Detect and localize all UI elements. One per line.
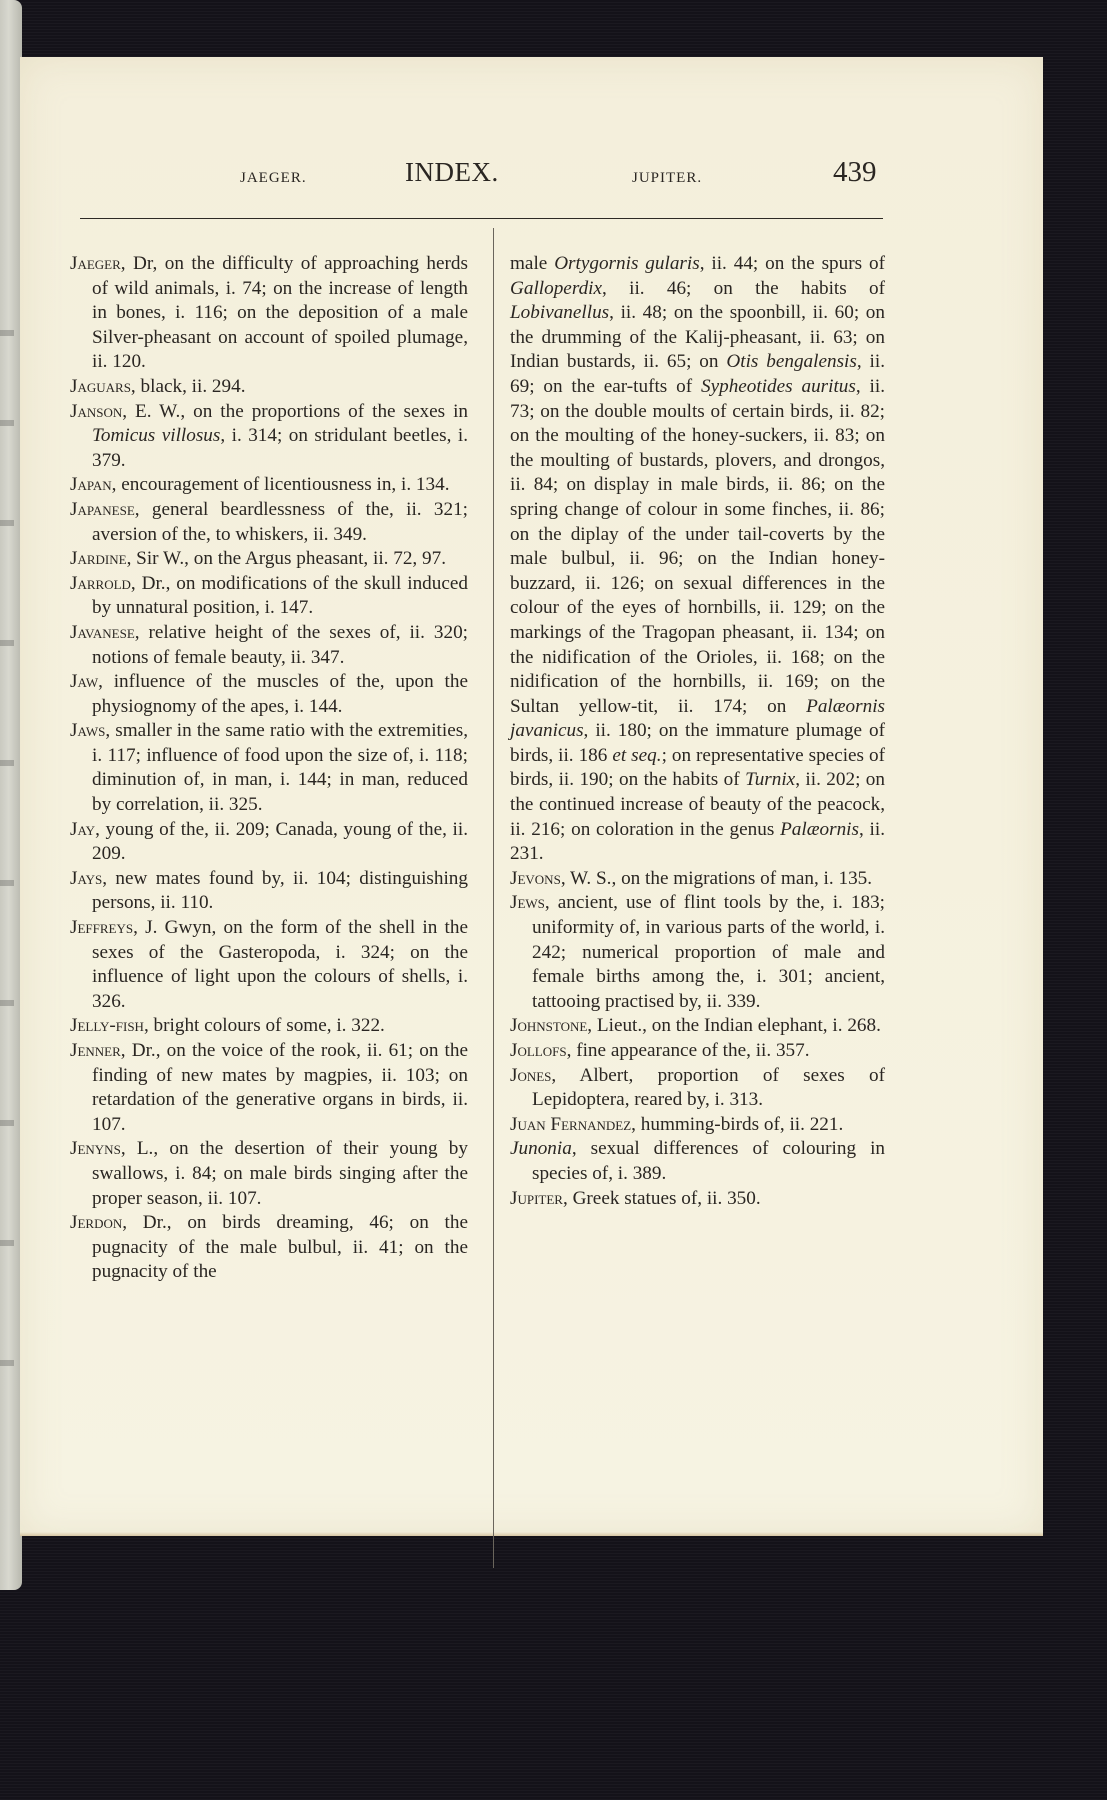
entry-text: , ii. 46; on the habits of xyxy=(602,277,885,299)
entry-headword: Jaguars xyxy=(70,375,131,397)
header-rule xyxy=(80,218,883,219)
entry-headword: Jay xyxy=(70,818,96,840)
entry-headword: Jerdon xyxy=(70,1212,123,1234)
entry-headword: Junonia xyxy=(510,1138,572,1160)
entry-headword: Jollofs xyxy=(510,1040,567,1061)
index-entry xyxy=(70,473,468,498)
running-head-last-entry: JUPITER. xyxy=(632,170,703,186)
entry-text: , general beardlessness of the, ii. 321; aversion of the, to whiskers, ii. 349. xyxy=(92,498,468,545)
entry-text: , Lieut., on the Indian elephant, i. 268. xyxy=(587,1015,881,1037)
entry-headword: Jarrold xyxy=(70,572,131,594)
index-entry xyxy=(70,252,468,375)
entry-italic-text: Tomicus villosus xyxy=(92,425,221,447)
running-head xyxy=(0,155,1107,205)
page-number: 439 xyxy=(833,156,877,188)
entry-headword: Jaeger xyxy=(70,253,121,274)
index-entry xyxy=(510,1187,885,1212)
entry-headword: Japan xyxy=(70,474,112,496)
index-entry xyxy=(70,621,468,670)
bleed-mark xyxy=(0,420,14,426)
index-entry xyxy=(70,719,468,817)
entry-text: , Dr, on the difficulty of approaching herds of wild animals, i. 74; on the increase of length in bones, i. 116; on the deposition of a male Silver-pheasant on account of spoiled plumage, ii. 120. xyxy=(92,253,468,373)
entry-headword: Jaw xyxy=(70,671,99,693)
entry-headword: Jays xyxy=(70,867,103,889)
running-head-title: INDEX. xyxy=(405,157,499,187)
entry-text: , ii. 231. xyxy=(510,818,885,865)
index-entry xyxy=(70,818,468,867)
entry-headword: Japanese xyxy=(70,498,135,520)
bleed-mark xyxy=(0,760,14,766)
index-entry xyxy=(510,1064,885,1113)
entry-text: , i. 314; on stridulant beetles, i. 379. xyxy=(92,425,468,471)
entry-text: male xyxy=(510,253,555,274)
entry-italic-text: Otis bengalensis xyxy=(726,351,857,373)
entry-text: , Sir W., on the Argus pheasant, ii. 72, 97. xyxy=(126,548,447,570)
index-entry xyxy=(70,1137,468,1211)
entry-headword: Jelly-fish xyxy=(70,1015,144,1037)
entry-italic-text: Turnix xyxy=(745,769,796,791)
index-entry xyxy=(70,867,468,916)
entry-headword: Jenyns xyxy=(70,1138,121,1160)
entry-italic-text: Sypheotides auritus xyxy=(700,375,856,397)
entry-text: , sexual differences of colouring in species of, i. 389. xyxy=(532,1138,885,1184)
bleed-mark xyxy=(0,880,14,886)
entry-headword: Johnstone xyxy=(510,1015,588,1037)
entry-headword: Javanese xyxy=(70,621,135,643)
index-entry xyxy=(510,891,885,1014)
bleed-mark xyxy=(0,1120,14,1126)
index-entry xyxy=(70,572,468,621)
entry-text: , ii. 48; on the spoonbill, ii. 60; on the drumming of the Kalij-pheasant, ii. 63; on Indian bustards, ii. 65; on xyxy=(510,302,885,373)
entry-italic-text: Palæornis javanicus xyxy=(510,695,885,742)
index-entry xyxy=(70,498,468,547)
index-entry xyxy=(70,547,468,572)
entry-text: , Dr., on the voice of the rook, ii. 61; on the finding of new mates by magpies, ii. 103; on retardation of the generative organs in birds, ii. 107. xyxy=(92,1040,468,1135)
index-entry xyxy=(70,400,468,474)
bleed-mark xyxy=(0,1240,14,1246)
entry-text: , ancient, use of flint tools by the, i. 183; uniformity of, in various parts of the world, i. 242; numerical proportion of male and female births among the, i. 301; ancient, tattooing practised by, ii. 339. xyxy=(532,892,885,1012)
entry-headword: Jenner xyxy=(70,1040,121,1061)
entry-text: , ii. 180; on the immature plumage of birds, ii. 186 xyxy=(510,720,885,766)
entry-headword: Jupiter xyxy=(510,1187,563,1209)
entry-text: , encouragement of licentiousness in, i. 134. xyxy=(111,474,450,496)
index-entry xyxy=(70,1211,468,1285)
index-entry xyxy=(510,1014,885,1039)
bleed-mark xyxy=(0,1360,14,1366)
bleed-mark xyxy=(0,520,14,526)
index-entry xyxy=(70,1014,468,1039)
previous-page-edge xyxy=(0,0,22,1590)
entry-text: , ii. 44; on the spurs of xyxy=(699,253,885,274)
index-entry xyxy=(510,867,885,892)
entry-text: , fine appearance of the, ii. 357. xyxy=(566,1040,810,1061)
entry-text: , young of the, ii. 209; Canada, young of the, ii. 209. xyxy=(92,818,468,865)
entry-text: , bright colours of some, i. 322. xyxy=(143,1015,385,1037)
entry-headword: Janson xyxy=(70,400,123,422)
entry-text: , J. Gwyn, on the form of the shell in the sexes of the Gasteropoda, i. 324; on the influence of light upon the colours of shells, i. 326. xyxy=(92,917,468,1012)
index-entry xyxy=(510,1113,885,1138)
entry-text: , W. S., on the migrations of man, i. 135. xyxy=(560,867,873,889)
entry-italic-text: Ortygornis gularis xyxy=(554,253,700,274)
bleed-mark xyxy=(0,1000,14,1006)
entry-text: , relative height of the sexes of, ii. 320; notions of female beauty, ii. 347. xyxy=(92,621,468,668)
entry-headword: Jews xyxy=(510,892,545,914)
column-divider xyxy=(493,228,494,1568)
index-entry xyxy=(70,1039,468,1137)
entry-italic-text: Galloperdix xyxy=(510,277,603,299)
entry-headword: Jones xyxy=(510,1064,552,1086)
entry-text: , L., on the desertion of their young by swallows, i. 84; on male birds singing after the proper season, ii. 107. xyxy=(92,1138,468,1209)
index-entry xyxy=(70,916,468,1014)
entry-headword: Jevons xyxy=(510,867,561,889)
entry-headword: Jardine xyxy=(70,548,127,570)
entry-text: , ii. 69; on the ear-tufts of xyxy=(510,351,886,397)
index-entry xyxy=(510,1137,885,1186)
entry-text: , new mates found by, ii. 104; distinguishing persons, ii. 110. xyxy=(92,867,468,914)
entry-headword: Jaws xyxy=(70,720,106,742)
entry-text: , Dr., on birds dreaming, 46; on the pugnacity of the male bulbul, ii. 41; on the pugnacity of the xyxy=(92,1212,468,1283)
entry-text: , Dr., on modifications of the skull induced by unnatural position, i. 147. xyxy=(92,572,468,619)
entry-italic-text: Lobivanellus xyxy=(510,302,610,324)
entry-text: , smaller in the same ratio with the extremities, i. 117; influence of food upon the size of, i. 118; diminution of, in man, i. 144; in man, reduced by correlation, ii. 325. xyxy=(92,720,468,816)
entry-text: , ii. 73; on the double moults of certain birds, ii. 82; on the moulting of the honey-suckers, ii. 83; on the moulting of bustards, plovers, and drongos, ii. 84; on display in male birds, ii. 86; on the spring change of colour in some finches, ii. 86; on the diplay of the under tail-coverts by the male bulbul, ii. 96; on the Indian honey-buzzard, ii. 126; on sexual differences in the colour of the eyes of hornbills, ii. 129; on the markings of the Tragopan pheasant, ii. 134; on the nidification of the Orioles, ii. 168; on the nidification of the hornbills, ii. 169; on the Sultan yellow-tit, ii. 174; on xyxy=(510,375,885,717)
bleed-mark xyxy=(0,330,14,336)
index-column-left xyxy=(70,252,468,1285)
page-edge xyxy=(20,1532,1043,1536)
entry-text: , humming-birds of, ii. 221. xyxy=(631,1113,844,1135)
entry-text: , E. W., on the proportions of the sexes in xyxy=(122,400,468,422)
entry-text: ; on representative species of birds, ii. 190; on the habits of xyxy=(510,744,885,791)
running-head-first-entry: JAEGER. xyxy=(240,170,307,186)
entry-headword: Juan Fernandez xyxy=(510,1113,632,1135)
index-entry xyxy=(70,670,468,719)
entry-headword: Jeffreys xyxy=(70,917,134,939)
entry-text: , influence of the muscles of the, upon the physiognomy of the apes, i. 144. xyxy=(92,671,468,717)
entry-text: , Greek statues of, ii. 350. xyxy=(562,1187,761,1209)
index-entry xyxy=(510,1039,885,1064)
entry-text: , ii. 202; on the continued increase of beauty of the peacock, ii. 216; on coloration in the genus xyxy=(510,769,885,840)
bleed-mark xyxy=(0,640,14,646)
index-entry xyxy=(70,375,468,400)
entry-italic-text: et seq. xyxy=(612,744,662,766)
entry-text: , Albert, proportion of sexes of Lepidoptera, reared by, i. 313. xyxy=(532,1064,885,1111)
index-entry-continuation xyxy=(510,252,885,867)
entry-text: , black, ii. 294. xyxy=(130,375,246,397)
entry-italic-text: Palæornis xyxy=(780,818,859,840)
index-column-right xyxy=(510,252,885,1211)
